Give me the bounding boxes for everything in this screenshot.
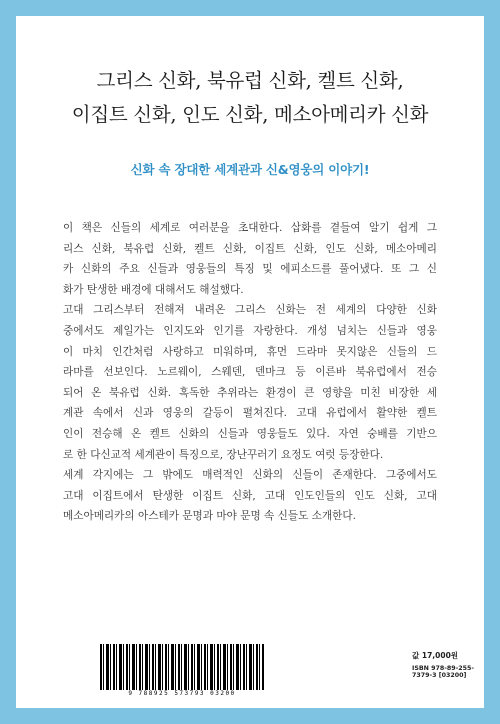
book-title — [16, 64, 484, 132]
description-line: 이 마치 인간처럼 사랑하고 미워하며, 휴먼 드라마 못지않은 신들의 드 — [63, 345, 437, 358]
subtitle: 신화 속 장대한 세계관과 신&영웅의 이야기! — [130, 162, 370, 177]
description-line: 고대 이집트에서 탄생한 이집트 신화, 고대 인도인들의 인도 신화, 고대 — [63, 489, 437, 502]
isbn-label: ISBN 978-89-255-7379-3 [03200] — [412, 665, 475, 679]
barcode-bars — [100, 644, 264, 690]
description-line: 화가 탄생한 배경에 대해서도 해설했다. — [63, 283, 244, 296]
description-line: 세계 각지에는 그 밖에도 매력적인 신화의 신들이 존재한다. 그중에서도 — [63, 469, 437, 482]
price-label: 값 17,000원 — [412, 651, 459, 660]
description-line: 메소아메리카의 아스테카 문명과 마야 문명 속 신들도 소개한다. — [63, 510, 357, 523]
description-line: 인이 전승해 온 켈트 신화의 신들과 영웅들도 있다. 자연 숭배를 기반으 — [63, 427, 437, 440]
isbn-barcode — [100, 644, 264, 700]
description-line: 이 책은 신들의 세계로 여러분을 초대한다. 삽화를 곁들여 알기 쉽게 그 — [63, 222, 437, 234]
description-line: 로 한 다신교적 세계관이 특징으로, 장난꾸러기 요정도 여럿 등장한다. — [63, 448, 384, 461]
description-line: 라마를 선보인다. 노르웨이, 스웨덴, 덴마크 등 이른바 북유럽에서 전승 — [63, 366, 437, 379]
barcode-digits: 9 788925 573793 03200 — [128, 690, 236, 697]
description-line: 계관 속에서 신과 영웅의 갈등이 펼쳐진다. 고대 유럽에서 활약한 켈트 — [63, 407, 437, 420]
description-line: 리스 신화, 북유럽 신화, 켈트 신화, 이집트 신화, 인도 신화, 메소아메리 — [63, 242, 437, 255]
title-line: 그리스 신화, 북유럽 신화, 켈트 신화, — [96, 69, 404, 92]
description-line: 카 신화의 주요 신들과 영웅들의 특징 및 에피소드를 풀어냈다. 또 그 신 — [63, 263, 437, 276]
description-line: 중에서도 제일가는 인지도와 인기를 자랑한다. 개성 넘치는 신들과 영웅 — [63, 324, 437, 337]
description-line: 되어 온 북유럽 신화. 혹독한 추위라는 환경이 큰 영향을 미친 비장한 세 — [63, 386, 437, 399]
title-line: 이집트 신화, 인도 신화, 메소아메리카 신화 — [71, 103, 429, 126]
description-line: 고대 그리스부터 전해져 내려온 그리스 신화는 전 세계의 다양한 신화 — [63, 304, 437, 317]
description-text — [63, 218, 437, 527]
back-cover-panel — [16, 16, 484, 708]
